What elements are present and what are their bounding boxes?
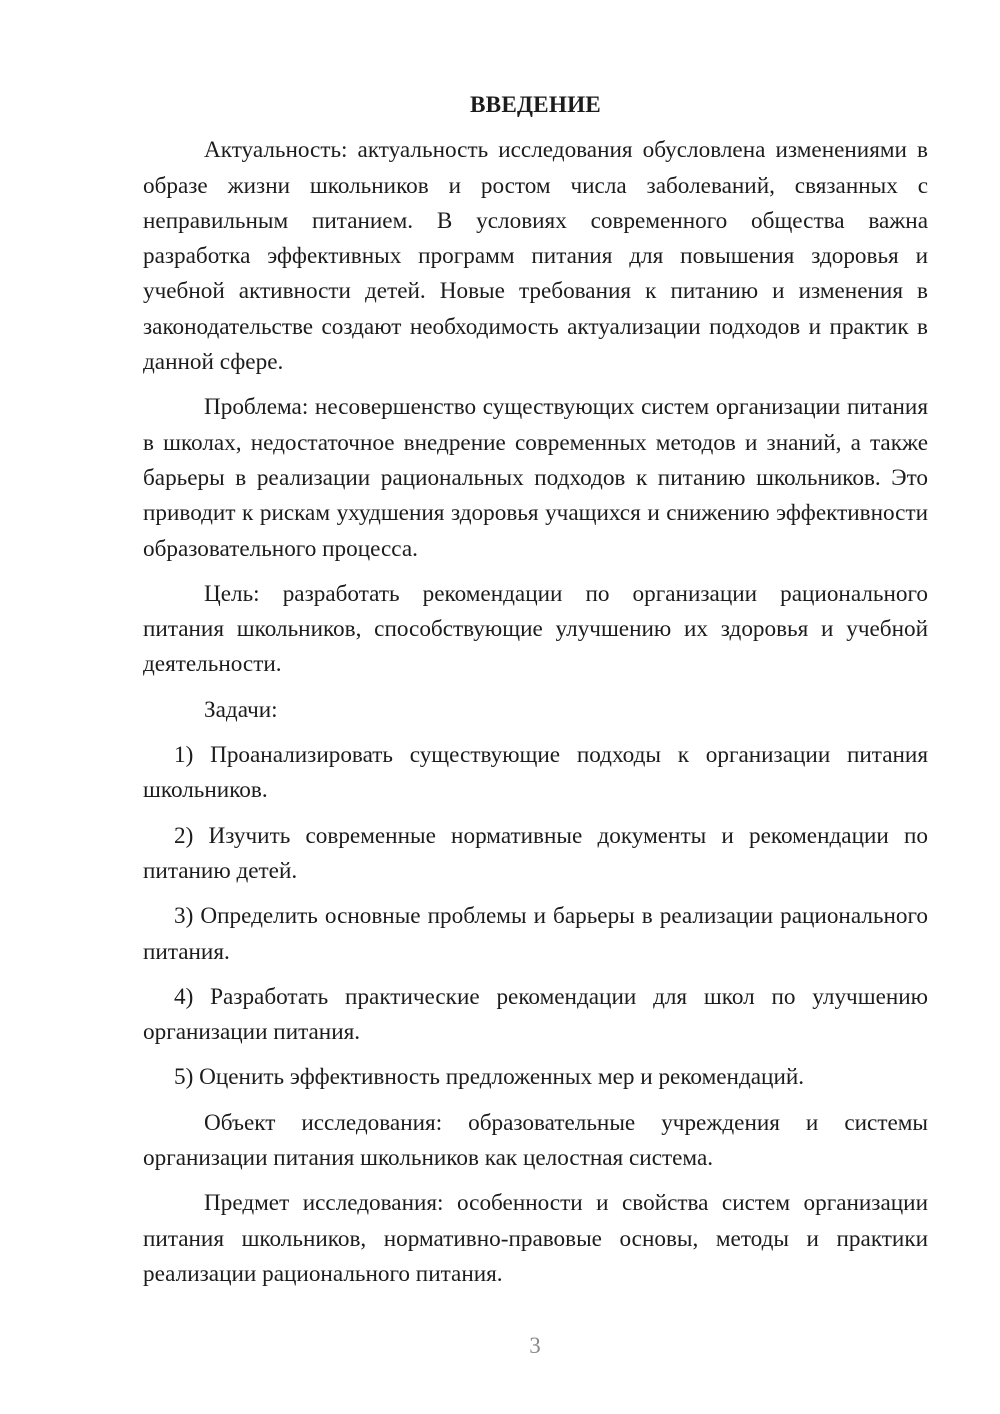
task-item: 4) Разработать практические рекомендации для школ по улучшению организации питания.: [143, 983, 928, 1046]
page-number: 3: [529, 1333, 541, 1358]
document-page: [143, 88, 928, 1302]
task-item: 3) Определить основные проблемы и барьеры в реализации рационального питания.: [143, 903, 928, 965]
paragraph-relevance: Актуальность: актуальность исследования обусловлена изменениями в образе жизни школьников и ростом числа заболеваний, связанных с неправильным питанием. В условиях современного общества важна разработка эффективных программ питания для повышения здоровья и учебной активности детей. Новые требования к питанию и изменения в законодательстве создают необходимость актуализации подходов и практик в данной сфере.: [143, 137, 928, 376]
task-item: 5) Оценить эффективность предложенных мер и рекомендаций.: [174, 1064, 805, 1091]
paragraph-tasks-heading: Задачи:: [204, 696, 278, 723]
section-title: ВВЕДЕНИЕ: [470, 92, 601, 118]
paragraph-object: Объект исследования: образовательные учреждения и системы организации питания школьников как целостная система.: [143, 1109, 928, 1172]
task-item: 2) Изучить современные нормативные документы и рекомендации по питанию детей.: [143, 822, 928, 884]
paragraph-goal: Цель: разработать рекомендации по организации рационального питания школьников, способствующие улучшению их здоровья и учебной деятельности.: [143, 580, 928, 678]
task-item: 1) Проанализировать существующие подходы к организации питания школьников.: [143, 742, 928, 804]
paragraph-subject: Предмет исследования: особенности и свойства систем организации питания школьников, нормативно-правовые основы, методы и практики реализации рационального питания.: [143, 1190, 928, 1287]
paragraph-problem: Проблема: несовершенство существующих систем организации питания в школах, недостаточное внедрение современных методов и знаний, а также барьеры в реализации рациональных подходов к питанию школьников. Это приводит к рискам ухудшения здоровья учащихся и снижению эффективности образовательного процесса.: [143, 394, 928, 562]
